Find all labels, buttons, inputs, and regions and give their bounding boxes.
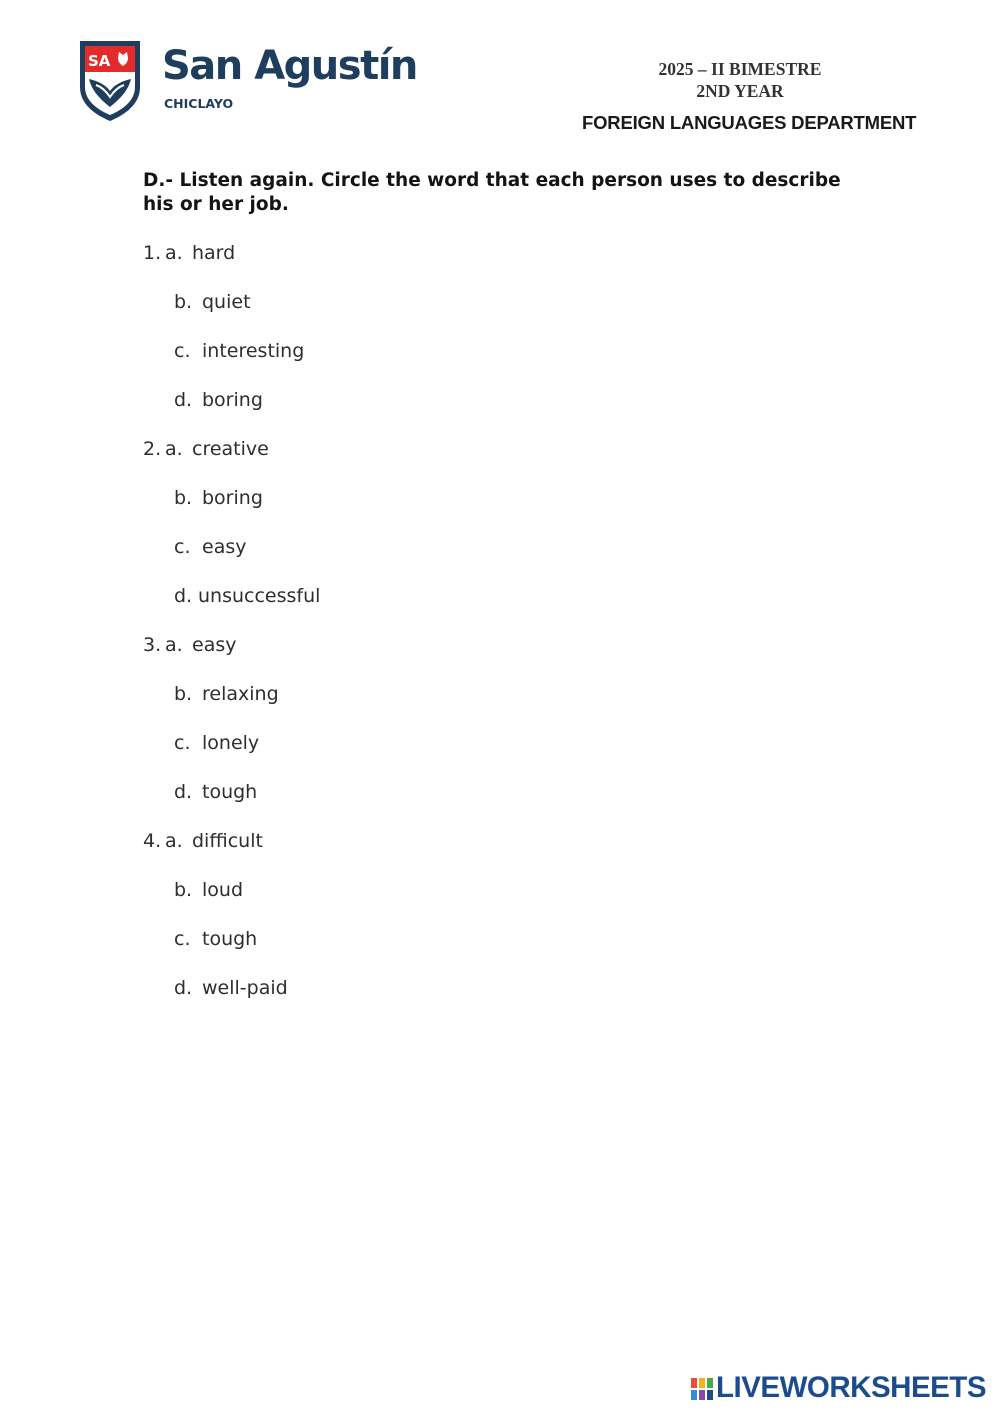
option-text: unsuccessful (198, 585, 321, 607)
question-4-option-c[interactable] (174, 928, 257, 950)
school-city: CHICLAYO (164, 96, 234, 111)
term-label: 2025 – II BIMESTRE (658, 59, 822, 79)
exercise-instruction: D.- Listen again. Circle the word that each person uses to describe his or her job. (143, 170, 841, 215)
option-letter: a. (165, 634, 183, 656)
school-logo (76, 37, 416, 127)
year-label: 2ND YEAR (696, 81, 784, 101)
liveworksheets-wordmark: LIVEWORKSHEETS (716, 1371, 986, 1404)
question-2-option-a[interactable] (143, 438, 269, 460)
liveworksheets-logo[interactable] (690, 1371, 990, 1404)
question-number: 4. (143, 830, 162, 852)
question-3-option-a[interactable] (143, 634, 236, 656)
question-2-option-c[interactable] (174, 536, 246, 558)
question-4-option-d[interactable] (174, 977, 288, 999)
option-text: hard (192, 242, 236, 264)
option-text: creative (192, 438, 269, 460)
option-text: tough (202, 928, 258, 950)
option-text: quiet (202, 291, 251, 313)
option-letter: b. (174, 291, 193, 313)
question-2-option-d[interactable] (174, 585, 320, 607)
shield-icon (76, 37, 144, 123)
option-text: relaxing (202, 683, 279, 705)
header-info (560, 58, 960, 133)
option-letter: a. (165, 242, 183, 264)
department-label: FOREIGN LANGUAGES DEPARTMENT (582, 112, 917, 133)
question-number: 3. (143, 634, 162, 656)
option-letter: b. (174, 879, 193, 901)
option-letter: a. (165, 830, 183, 852)
question-3-option-b[interactable] (174, 683, 279, 705)
option-text: boring (202, 389, 263, 411)
option-letter: a. (165, 438, 183, 460)
question-1-option-d[interactable] (174, 389, 263, 411)
option-text: loud (202, 879, 244, 901)
question-2-option-b[interactable] (174, 487, 263, 509)
question-3-option-c[interactable] (174, 732, 259, 754)
question-1-option-c[interactable] (174, 340, 304, 362)
option-text: lonely (202, 732, 260, 754)
svg-text:SA: SA (88, 52, 111, 70)
option-letter: d. (174, 585, 193, 607)
option-letter: d. (174, 389, 193, 411)
option-letter: d. (174, 977, 193, 999)
option-text: interesting (202, 340, 305, 362)
option-text: tough (202, 781, 258, 803)
option-text: difficult (192, 830, 263, 852)
option-letter: b. (174, 487, 193, 509)
option-letter: c. (174, 732, 191, 754)
question-number: 1. (143, 242, 162, 264)
question-4-option-b[interactable] (174, 879, 243, 901)
question-number: 2. (143, 438, 162, 460)
question-4-option-a[interactable] (143, 830, 263, 852)
question-3-option-d[interactable] (174, 781, 257, 803)
question-1-option-a[interactable] (143, 242, 235, 264)
option-text: easy (202, 536, 247, 558)
option-letter: c. (174, 536, 191, 558)
option-text: boring (202, 487, 263, 509)
option-letter: d. (174, 781, 193, 803)
option-text: easy (192, 634, 237, 656)
option-letter: c. (174, 928, 191, 950)
option-text: well-paid (202, 977, 288, 999)
school-name: San Agustín (162, 43, 417, 89)
liveworksheets-icon (690, 1377, 714, 1401)
option-letter: b. (174, 683, 193, 705)
option-letter: c. (174, 340, 191, 362)
question-1-option-b[interactable] (174, 291, 251, 313)
